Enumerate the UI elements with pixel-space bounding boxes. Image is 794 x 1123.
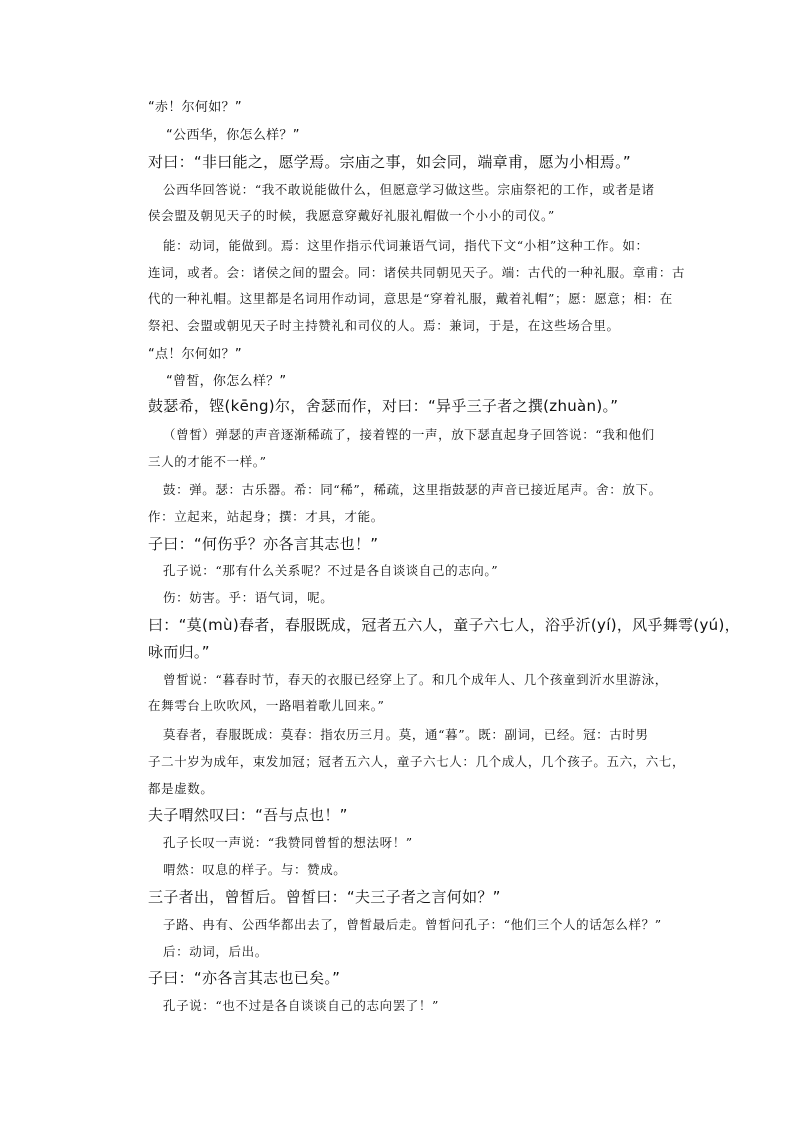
translation-line: 曾皙说：“暮春时节，春天的衣服已经穿上了。和几个成年人、几个孩童到沂水里游泳， bbox=[163, 672, 668, 687]
translation-line: 孔子长叹一声说：“我赞同曾皙的想法呀！” bbox=[163, 835, 413, 850]
translation-line: 在舞雩台上吹吹风，一路唱着歌儿回来。” bbox=[148, 698, 385, 713]
annotation-line: 祭祀、会盟或朝见天子时主持赞礼和司仪的人。焉：兼词，于是，在这些场合里。 bbox=[148, 318, 620, 333]
source-text-line: 夫子喟然叹曰：“吾与点也！” bbox=[148, 806, 348, 824]
annotation-line: 莫春者，春服既成：莫春：指农历三月。莫，通“暮”。既：副词，已经。冠：古时男 bbox=[163, 727, 649, 742]
source-text-line: 咏而归。” bbox=[148, 643, 210, 661]
source-text-line: 三子者出，曾皙后。曾皙曰：“夫三子者之言何如？” bbox=[148, 888, 501, 906]
translation-line: 孔子说：“那有什么关系呢？不过是各自谈谈自己的志向。” bbox=[163, 563, 499, 578]
annotation-line: 喟然：叹息的样子。与：赞成。 bbox=[163, 862, 347, 877]
annotation-line: 连词，或者。会：诸侯之间的盟会。同：诸侯共同朝见天子。端：古代的一种礼服。章甫：古 bbox=[148, 265, 686, 280]
source-text-line: 曰：“莫(mù)春者，春服既成，冠者五六人，童子六七人，浴乎沂(yí)，风乎舞雩(yú)， bbox=[148, 616, 740, 634]
annotation-line: 子二十岁为成年，束发加冠；冠者五六人，童子六七人：几个成人，几个孩子。五六，六七， bbox=[148, 754, 686, 769]
translation-line: 子路、冉有、公西华都出去了，曾皙最后走。曾皙问孔子：“他们三个人的话怎么样？” bbox=[163, 917, 662, 932]
translation-line: 侯会盟及朝见天子的时候，我愿意穿戴好礼服礼帽做一个小小的司仪。” bbox=[148, 208, 555, 223]
source-text-line: 对曰：“非曰能之，愿学焉。宗庙之事，如会同，端章甫，愿为小相焉。” bbox=[148, 153, 631, 171]
translation-line: 三人的才能不一样。” bbox=[148, 454, 267, 469]
quote-translation-line: “曾皙，你怎么样？” bbox=[166, 374, 287, 389]
annotation-line: 鼓：弹。瑟：古乐器。希：同“稀”，稀疏，这里指鼓瑟的声音已接近尾声。舍：放下。 bbox=[163, 482, 662, 497]
quote-line: “赤！尔何如？” bbox=[148, 100, 242, 115]
source-text-line: 子曰：“亦各言其志也已矣。” bbox=[148, 969, 341, 987]
translation-line: 公西华回答说：“我不敢说能做什么，但愿意学习做这些。宗庙祭祀的工作，或者是诸 bbox=[163, 182, 655, 197]
annotation-line: 能：动词，能做到。焉：这里作指示代词兼语气词，指代下文“小相”这种工作。如： bbox=[163, 238, 649, 253]
translation-line: （曾皙）弹瑟的声音逐渐稀疏了，接着铿的一声，放下瑟直起身子回答说：“我和他们 bbox=[163, 427, 655, 442]
source-text-line: 子曰：“何伤乎？亦各言其志也！” bbox=[148, 535, 379, 553]
source-text-line: 鼓瑟希，铿(kēng)尔，舍瑟而作，对曰：“异乎三子者之撰(zhuàn)。” bbox=[148, 397, 619, 415]
translation-line: 孔子说：“也不过是各自谈谈自己的志向罢了！” bbox=[163, 998, 439, 1013]
annotation-line: 代的一种礼帽。这里都是名词用作动词，意思是“穿着礼服，戴着礼帽”；愿：愿意；相：在 bbox=[148, 291, 673, 306]
annotation-line: 都是虚数。 bbox=[148, 781, 214, 796]
annotation-line: 伤：妨害。乎：语气词，呢。 bbox=[163, 590, 334, 605]
annotation-line: 后：动词，后出。 bbox=[163, 944, 268, 959]
quote-line: “点！尔何如？” bbox=[148, 347, 242, 362]
annotation-line: 作：立起来，站起身；撰：才具，才能。 bbox=[148, 509, 384, 524]
quote-translation-line: “公西华，你怎么样？” bbox=[166, 128, 300, 143]
